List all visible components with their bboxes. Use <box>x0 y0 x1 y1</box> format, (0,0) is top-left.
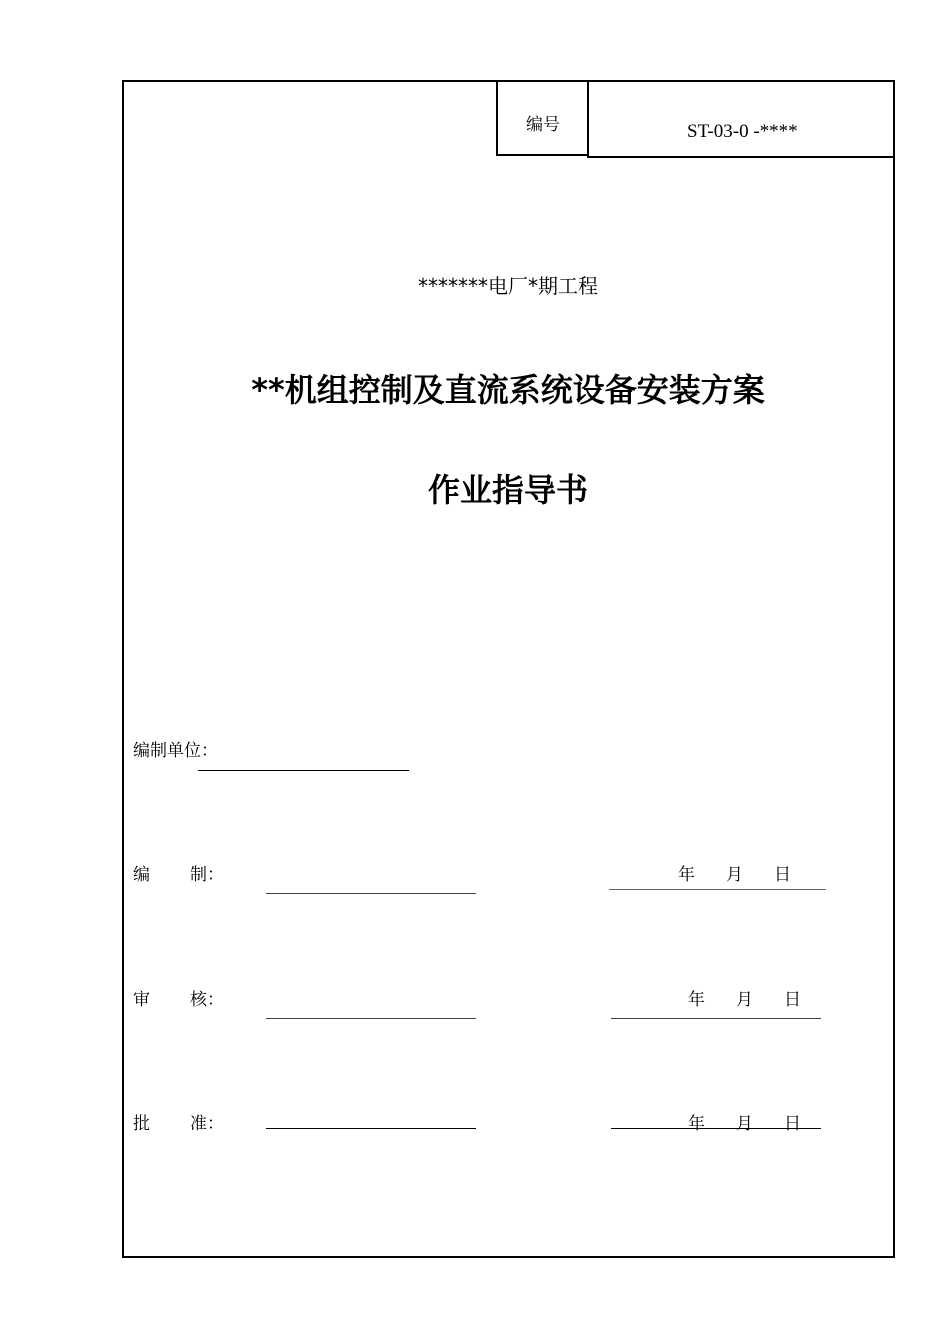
reviewed-label-b: 核： <box>190 990 224 1010</box>
page-border <box>122 80 895 1258</box>
prepared-label-b: 制： <box>190 865 224 885</box>
reviewed-day: 日 <box>784 990 801 1010</box>
document-subtitle: 作业指导书 <box>427 471 588 509</box>
prepared-label-a: 编 <box>133 865 150 885</box>
approved-label-b: 准： <box>190 1114 224 1134</box>
code-value-cell <box>587 80 893 158</box>
reviewed-label-a: 审 <box>133 990 150 1010</box>
prepared-signature-line[interactable] <box>266 893 476 894</box>
project-name: *******电厂*期工程 <box>418 274 598 298</box>
unit-label: 编制单位： <box>133 741 218 761</box>
approved-day: 日 <box>784 1114 801 1134</box>
prepared-date-line[interactable] <box>609 889 826 890</box>
document-code-label: 编号 <box>526 115 560 135</box>
document-title: **机组控制及直流系统设备安装方案 <box>251 371 765 409</box>
approved-month: 月 <box>736 1114 753 1134</box>
prepared-year: 年 <box>678 865 695 885</box>
reviewed-date-line[interactable] <box>611 1018 821 1019</box>
document-code-value: ST-03-0 -**** <box>687 121 798 142</box>
reviewed-year: 年 <box>688 990 705 1010</box>
approved-year: 年 <box>688 1114 705 1134</box>
reviewed-signature-line[interactable] <box>266 1018 476 1019</box>
approved-signature-line[interactable] <box>266 1128 476 1129</box>
prepared-day: 日 <box>774 865 791 885</box>
unit-signature-line[interactable] <box>198 770 409 771</box>
approved-date-line[interactable] <box>611 1128 821 1129</box>
reviewed-month: 月 <box>736 990 753 1010</box>
approved-label-a: 批 <box>133 1114 150 1134</box>
prepared-month: 月 <box>726 865 743 885</box>
